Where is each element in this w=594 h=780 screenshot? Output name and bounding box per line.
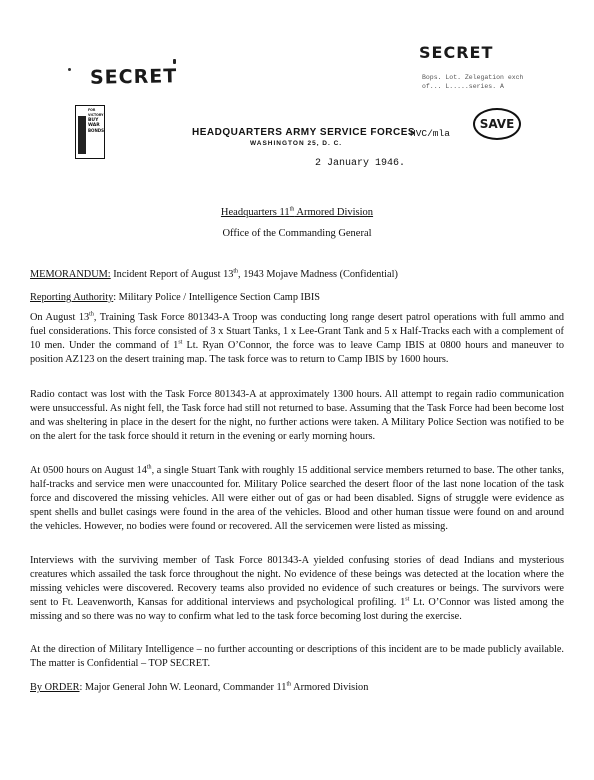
paragraph-5: At the direction of Military Intelligence – no further accounting or descriptions of this incident are to be made publicly available. The matter is Confidential – TOP SECRET.: [30, 644, 564, 669]
secret-stamp-left: SECRET: [89, 65, 178, 89]
office-title: Office of the Commanding General: [222, 228, 372, 239]
poster-line: BUY: [88, 118, 99, 123]
paragraph-2: Radio contact was lost with the Task Force 801343-A at approximately 1300 hours. All attempt to regain radio communication were unsuccessful. As night fell, the Task force had still not returned to base. Assuming that the Task Force had been become lost and was sheltering in place in the desert for the night, no further actions were taken. A Military Police Section was notified to be on the alert for the task force should it return in the evening or early morning hours.: [30, 389, 564, 442]
ink-speck: [68, 68, 71, 71]
authority-label: Reporting Authority: [30, 292, 114, 303]
declass-line-2: of... L.....series. A: [422, 83, 504, 90]
poster-line: WAR: [88, 123, 100, 128]
memo-label: MEMORANDUM:: [30, 269, 111, 280]
poster-line: BONDS: [88, 128, 104, 133]
memorandum-line: MEMORANDUM: Incident Report of August 13th, 1943 Mojave Madness (Confidential): [30, 268, 398, 280]
declassification-stamp: [422, 73, 523, 91]
secret-stamp-right: SECRET: [419, 43, 494, 62]
declass-line-1: Bops. Lot. Zelegation exch: [422, 74, 524, 81]
paragraph-1: On August 13th, Training Task Force 801343-A Troop was conducting long range desert patrol operations with full ammo and fuel considerations. This force consisted of 3 x Stuart Tanks, 1 x Lee-Grant Tank and 5 x Half-Tracks each with a complement of 10 men. Under the command of 1st Lt. Ryan O’Connor, the force was to leave Camp IBIS at 0800 hours and maneuver to position AZ123 on the desert training map. The task force was to return to Camp IBIS by 1600 hours.: [30, 311, 565, 365]
letterhead-address: WASHINGTON 25, D. C.: [250, 140, 343, 147]
division-title: Headquarters 11th Armored Division: [220, 206, 374, 218]
letterhead-org: HEADQUARTERS ARMY SERVICE FORCES: [192, 127, 416, 138]
poster-line: FOR VICTORY: [88, 108, 104, 117]
ink-speck: [173, 59, 176, 64]
paragraph-3: At 0500 hours on August 14th, a single Stuart Tank with roughly 15 additional service members returned to base. The other tanks, half-tracks and service men were unaccounted for. Military Police searched the desert floor of the last none location of the task force and discovered the missing vehicles. All were either out of gas or had been disabled. Signs of struggle were evidence as spent shells and bullet casings were found in the area of the vehicles. Blood and other human tissue were found on and around the vehicles. However, no bodies were found or recovered. All the servicemen were listed as missing.: [30, 464, 564, 532]
letter-date: 2 January 1946.: [315, 158, 406, 169]
war-bonds-poster: [75, 105, 105, 159]
paragraph-4: Interviews with the surviving member of Task Force 801343-A yielded confusing stories of dead Indians and mysterious creatures which assailed the task force throughout the night. No evidence of these beings was detected at the location where the missing vehicles were discovered. Recovery teams also provided no evidence of such creatures or beings. The survivors were sent to Ft. Leavenworth, Kansas for additional interviews and psychological profiling. 1st Lt. O’Connor was listed among the missing and so there was no way to confirm what led to the task force becoming lost during the exercise.: [30, 555, 564, 622]
reporting-authority-line: Reporting Authority: Military Police / Intelligence Section Camp IBIS: [30, 292, 320, 303]
poster-soldier-graphic: [78, 116, 86, 154]
order-label: By ORDER: [30, 682, 80, 693]
save-badge: [473, 108, 521, 140]
letterhead-ref: HVC/mla: [410, 128, 450, 139]
by-order-line: By ORDER: Major General John W. Leonard, Commander 11th Armored Division: [30, 681, 369, 693]
save-badge-label: SAVE: [479, 117, 515, 131]
